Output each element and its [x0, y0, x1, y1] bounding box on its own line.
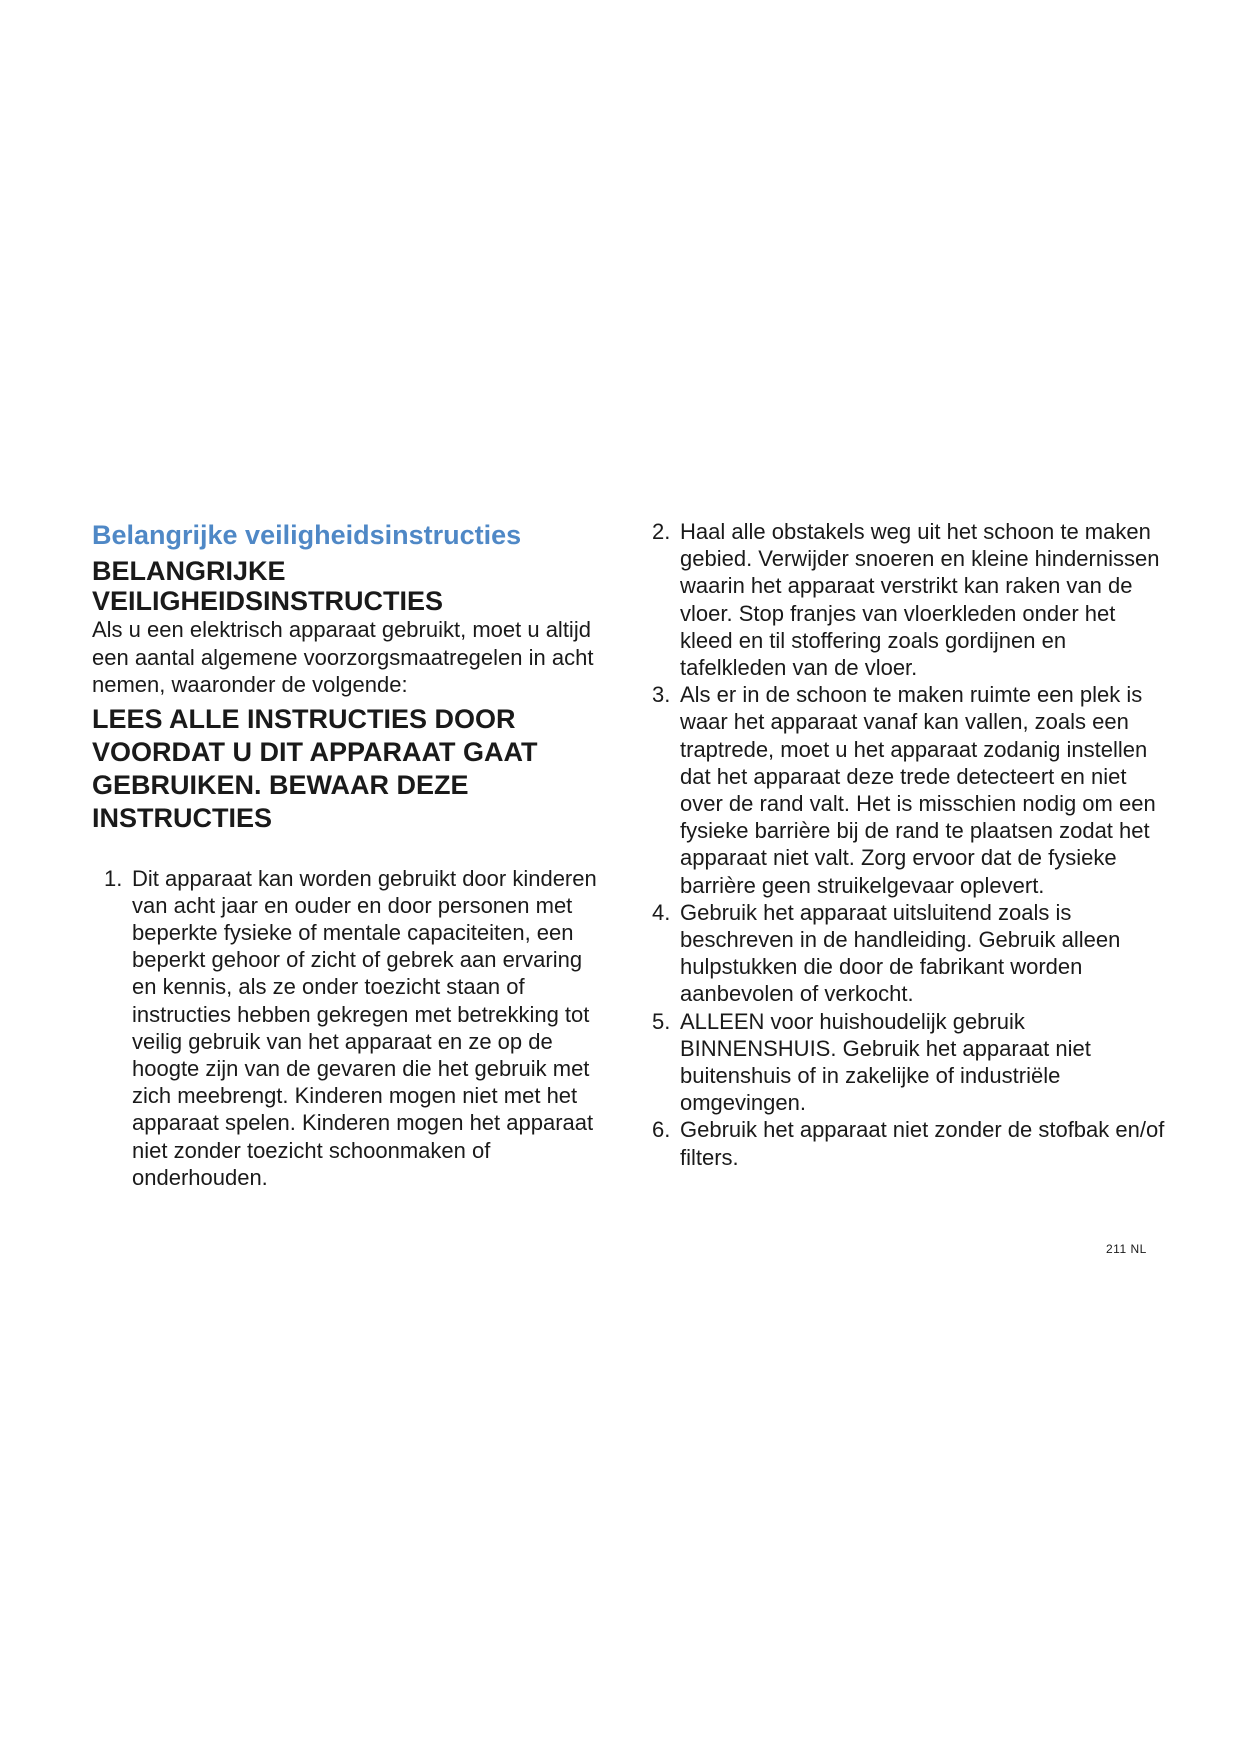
item-number: 6. [652, 1117, 671, 1143]
item-text: Als er in de schoon te maken ruimte een plek is waar het apparaat vanaf kan vallen, zoals een traptrede, moet u het apparaat zodanig instellen dat het apparaat deze trede detecteert en niet over de rand valt. Het is misschien nodig om een fysieke barrière bij de rand te plaatsen zodat het apparaat niet valt. Zorg ervoor dat de fysieke barrière geen struikelgevaar oplevert. [680, 682, 1156, 898]
list-item [104, 865, 612, 1191]
list-item [652, 899, 1172, 1008]
instruction-list-right [652, 518, 1172, 1171]
item-text: Haal alle obstakels weg uit het schoon te maken gebied. Verwijder snoeren en kleine hindernissen waarin het apparaat verstrikt kan raken van de vloer. Stop franjes van vloerkleden onder het kleed en til stoffering zoals gordijnen en tafelkleden van de vloer. [680, 519, 1160, 681]
list-item [652, 681, 1172, 899]
right-column [652, 518, 1172, 1171]
item-text: Gebruik het apparaat niet zonder de stofbak en/of filters. [680, 1117, 1165, 1170]
item-number: 5. [652, 1008, 671, 1034]
language-code: NL [1130, 1242, 1147, 1256]
section-title: Belangrijke veiligheidsinstructies [92, 520, 522, 550]
page-footer [1106, 1242, 1147, 1256]
heading-line-1: BELANGRIJKE [92, 556, 286, 586]
item-number: 1. [104, 865, 123, 891]
left-column [92, 518, 612, 1191]
heading-line-2: VEILIGHEIDSINSTRUCTIES [92, 586, 444, 616]
instruction-list-left [92, 865, 612, 1191]
item-text: Dit apparaat kan worden gebruikt door kinderen van acht jaar en ouder en door personen met beperkte fysieke of mentale capaciteiten, een beperkt gehoor of zicht of gebrek aan ervaring en kennis, als ze onder toezicht staan of instructies hebben gekregen met betrekking tot veilig gebruik van het apparaat en ze op de hoogte zijn van de gevaren die het gebruik met zich meebrengt. Kinderen mogen niet met het apparaat spelen. Kinderen mogen het apparaat niet zonder toezicht schoonmaken of onderhouden. [132, 865, 597, 1190]
item-number: 4. [652, 899, 671, 925]
item-text: ALLEEN voor huishoudelijk gebruik BINNENSHUIS. Gebruik het apparaat niet buitenshuis of in zakelijke of industriële omgevingen. [680, 1008, 1091, 1116]
item-number: 2. [652, 519, 671, 544]
warning-heading: LEES ALLE INSTRUCTIES DOOR VOORDAT U DIT APPARAAT GAAT GEBRUIKEN. BEWAAR DEZE INSTRUCTIES [92, 703, 538, 833]
list-item [652, 1008, 1172, 1117]
item-text: Gebruik het apparaat uitsluitend zoals is beschreven in de handleiding. Gebruik alleen hulpstukken die door de fabrikant worden aanbevolen of verkocht. [680, 899, 1121, 1007]
list-item [652, 518, 1172, 681]
page-number: 211 [1106, 1242, 1127, 1256]
list-item [652, 1116, 1172, 1170]
intro-paragraph: Als u een elektrisch apparaat gebruikt, moet u altijd een aantal algemene voorzorgsmaatregelen in acht nemen, waaronder de volgende: [92, 617, 594, 697]
main-heading [92, 556, 612, 616]
item-number: 3. [652, 682, 671, 708]
